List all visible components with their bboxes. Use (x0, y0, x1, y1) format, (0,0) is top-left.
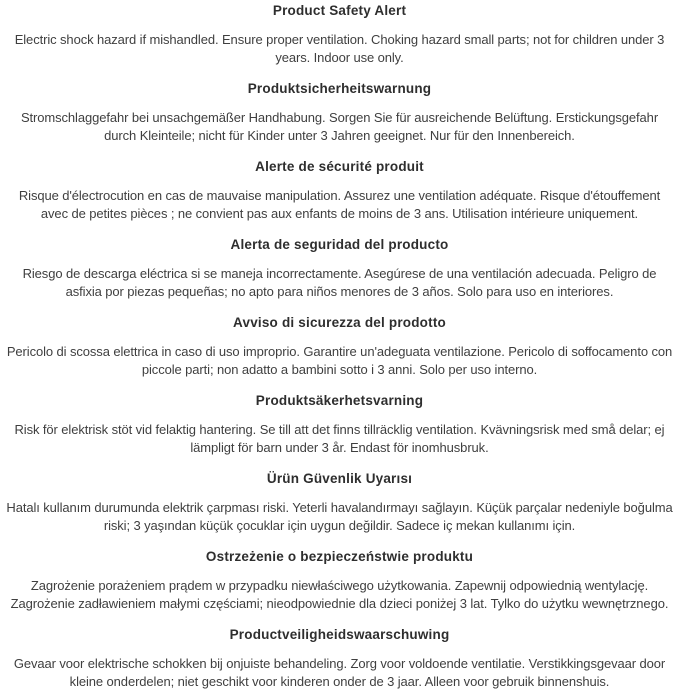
section-body: Risk för elektrisk stöt vid felaktig hantering. Se till att det finns tillräcklig ventilation. Kvävningsrisk med små delar; ej lämpligt för barn under 3 år. Endast för inomhusbruk. (14, 422, 665, 455)
section-heading: Alerte de sécurité produit (255, 159, 424, 174)
section-body: Hatalı kullanım durumunda elektrik çarpması riski. Yeterli havalandırmayı sağlayın. Küçük parçalar nedeniyle boğulma riski; 3 yaşından küçük çocuklar için uygun değildir. Sadece iç mekan kullanımı için. (6, 500, 673, 533)
section-body: Stromschlaggefahr bei unsachgemäßer Handhabung. Sorgen Sie für ausreichende Belüftung. Erstickungsgefahr durch Kleinteile; nicht für Kinder unter 3 Jahren geeignet. Nur für den Innenbereich. (20, 110, 659, 143)
section-heading: Ostrzeżenie o bezpieczeństwie produktu (205, 549, 474, 564)
safety-section-pl (6, 548, 673, 613)
safety-section-tr (6, 470, 673, 535)
safety-section-sv (6, 392, 673, 457)
safety-section-en (6, 2, 673, 67)
section-body: Riesgo de descarga eléctrica si se maneja incorrectamente. Asegúrese de una ventilación adecuada. Peligro de asfixia por piezas pequeñas; no apto para niños menores de 3 años. Solo para uso en interiores. (22, 266, 657, 299)
section-heading: Productveiligheidswaarschuwing (229, 627, 450, 642)
section-body: Zagrożenie porażeniem prądem w przypadku niewłaściwego użytkowania. Zapewnij odpowiednią wentylację. Zagrożenie zadławieniem małymi częściami; nieodpowiednie dla dzieci poniżej 3 lat. Tylko do użytku wewnętrznego. (10, 578, 669, 611)
section-heading: Produktsäkerhetsvarning (255, 393, 424, 408)
section-heading: Avviso di sicurezza del prodotto (233, 315, 446, 330)
section-body: Risque d'électrocution en cas de mauvaise manipulation. Assurez une ventilation adéquate. Risque d'étouffement avec de petites pièces ; ne convient pas aux enfants de moins de 3 ans. Utilisation intérieure uniquement. (18, 188, 661, 221)
section-heading: Ürün Güvenlik Uyarısı (266, 471, 413, 486)
safety-section-es (6, 236, 673, 301)
section-body: Gevaar voor elektrische schokken bij onjuiste behandeling. Zorg voor voldoende ventilatie. Verstikkingsgevaar door kleine onderdelen; niet geschikt voor kinderen onder de 3 jaar. Alleen voor gebruik binnenshuis. (13, 656, 666, 689)
safety-section-it (6, 314, 673, 379)
safety-section-nl (6, 626, 673, 691)
section-heading: Product Safety Alert (272, 3, 407, 18)
section-heading: Produktsicherheitswarnung (247, 81, 432, 96)
section-body: Electric shock hazard if mishandled. Ensure proper ventilation. Choking hazard small parts; not for children under 3 years. Indoor use only. (14, 32, 665, 65)
section-body: Pericolo di scossa elettrica in caso di uso improprio. Garantire un'adeguata ventilazione. Pericolo di soffocamento con piccole parti; non adatto a bambini sotto i 3 anni. Solo per uso interno. (6, 344, 673, 377)
safety-section-de (6, 80, 673, 145)
section-heading: Alerta de seguridad del producto (230, 237, 449, 252)
safety-section-fr (6, 158, 673, 223)
